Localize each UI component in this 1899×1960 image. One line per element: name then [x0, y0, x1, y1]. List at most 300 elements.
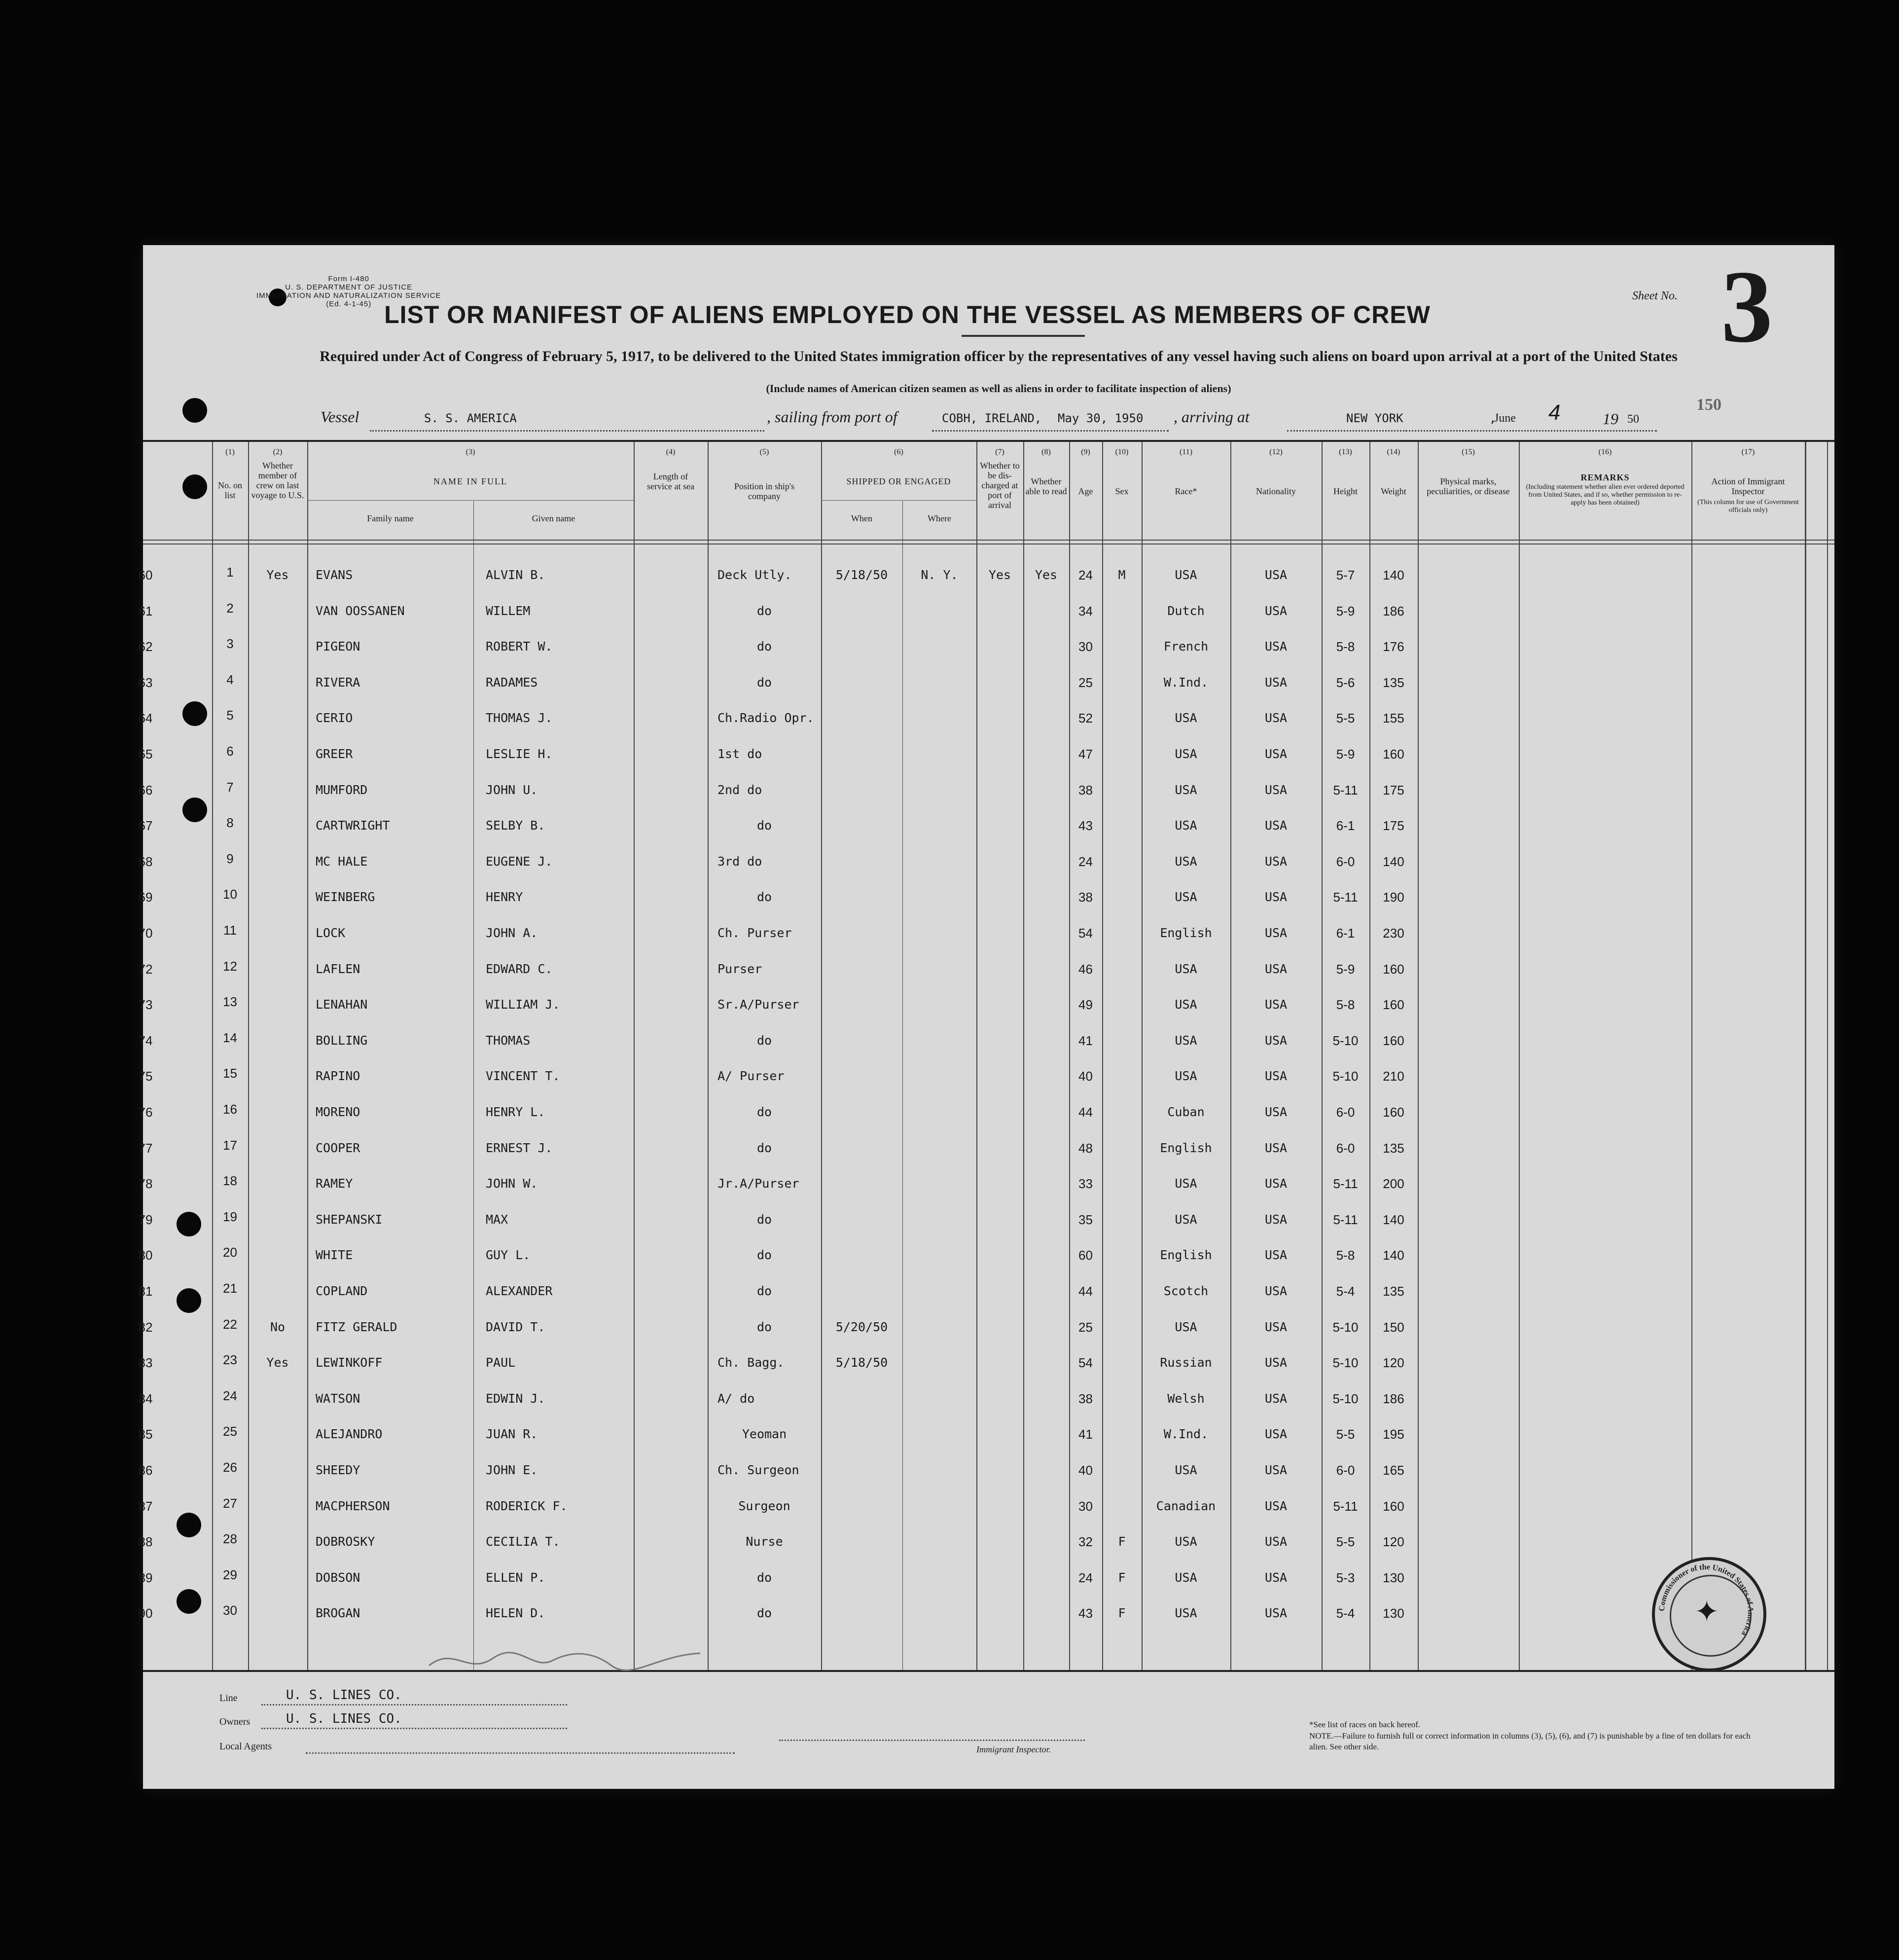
cell-position: do: [756, 1140, 772, 1155]
cell-given: WILLEM: [486, 603, 531, 618]
cell-given: ERNEST J.: [486, 1140, 553, 1155]
cell-family: WEINBERG: [316, 890, 375, 905]
table-row: [138, 1352, 1834, 1391]
col17-note: (This column for use of Government officials only): [1697, 499, 1799, 514]
cell-given: JOHN W.: [486, 1176, 538, 1191]
cell-race: USA: [1175, 1534, 1197, 1549]
cell-height: 6-0: [1336, 854, 1355, 869]
cell-race: Scotch: [1163, 1284, 1209, 1298]
col1-num: (1): [225, 448, 235, 456]
cell-position: do: [756, 890, 772, 905]
cell-race: USA: [1175, 1033, 1197, 1048]
cell-weight: 160: [1383, 997, 1404, 1013]
cell-race: English: [1160, 926, 1212, 940]
col12-num: (12): [1269, 448, 1283, 456]
cell-family: CERIO: [316, 711, 353, 726]
cell-height: 5-11: [1333, 782, 1358, 798]
cell-age: 40: [1078, 1069, 1093, 1084]
cell-age: 33: [1078, 1176, 1093, 1192]
table-row: [138, 672, 1834, 711]
col16-num: (16): [1598, 448, 1612, 456]
cell-race: USA: [1175, 782, 1197, 797]
cell-height: 5-9: [1336, 747, 1355, 762]
cell-age: 25: [1078, 675, 1093, 690]
cell-when: 5/18/50: [835, 1355, 888, 1370]
cell-weight: 186: [1383, 1391, 1404, 1406]
cell-no: 18: [223, 1173, 237, 1189]
cell-margin: 70: [138, 926, 153, 941]
table-row: [138, 815, 1834, 854]
owners-label: Owners: [219, 1716, 251, 1727]
cell-family: MC HALE: [316, 854, 368, 869]
cell-height: 5-10: [1332, 1069, 1359, 1084]
col6-header: SHIPPED OR ENGAGED: [846, 476, 951, 486]
cell-sex: F: [1118, 1606, 1126, 1621]
cell-no: 21: [223, 1281, 237, 1296]
cell-margin: 72: [138, 961, 153, 977]
col11-header: Race*: [1175, 486, 1197, 496]
cell-height: 5-11: [1333, 1176, 1358, 1192]
cell-given: EUGENE J.: [486, 854, 553, 869]
cell-race: Welsh: [1167, 1391, 1205, 1406]
cell-no: 3: [226, 636, 234, 652]
cell-weight: 165: [1383, 1463, 1404, 1478]
col15-header: Physical marks, peculiarities, or disease: [1427, 476, 1510, 496]
col5-header: Position in ship's company: [734, 481, 795, 501]
arrival-month: June: [1494, 412, 1516, 425]
cell-no: 6: [226, 744, 234, 759]
cell-position: do: [756, 1606, 772, 1621]
cell-nationality: USA: [1264, 603, 1288, 618]
cell-margin: 67: [138, 818, 153, 834]
port-dots: [932, 430, 1169, 432]
cell-family: RAMEY: [316, 1176, 353, 1191]
cell-family: WATSON: [316, 1391, 360, 1406]
crew-table: [138, 440, 1834, 1672]
cell-read: Yes: [1035, 568, 1058, 582]
cell-weight: 175: [1383, 782, 1404, 798]
cell-age: 60: [1078, 1248, 1093, 1263]
cell-position: Ch. Purser: [717, 926, 792, 940]
cell-family: FITZ GERALD: [316, 1319, 397, 1334]
cell-family: LENAHAN: [316, 997, 368, 1012]
svg-text:Commissioner of the United Sta: Commissioner of the United States of America: [1657, 1562, 1755, 1637]
cell-given: LESLIE H.: [486, 747, 553, 761]
cell-no: 10: [223, 887, 237, 902]
cell-sex: F: [1118, 1534, 1126, 1549]
table-row: [138, 1173, 1834, 1212]
table-row: [138, 1424, 1834, 1462]
cell-position: 1st do: [717, 747, 762, 761]
table-row: [138, 958, 1834, 997]
cell-position: Jr.A/Purser: [717, 1176, 799, 1191]
cell-margin: 69: [138, 890, 153, 905]
table-row: [138, 1030, 1834, 1069]
cell-age: 41: [1078, 1033, 1093, 1048]
cell-no: 5: [226, 708, 234, 723]
cell-margin: 88: [138, 1534, 153, 1550]
cell-nationality: USA: [1264, 1319, 1288, 1334]
sheet-number: 3: [1721, 250, 1773, 364]
cell-position: Nurse: [746, 1534, 783, 1549]
cell-race: English: [1160, 1248, 1212, 1263]
family-name-header: Family name: [367, 513, 414, 523]
cell-race: USA: [1175, 1319, 1197, 1334]
cell-prev: No: [270, 1319, 286, 1334]
table-row: [138, 1495, 1834, 1534]
cell-given: JUAN R.: [486, 1427, 538, 1442]
subtitle-note: (Include names of American citizen seamen as well as aliens in order to facilitate inspection of aliens): [766, 382, 1231, 395]
cell-family: WHITE: [316, 1248, 353, 1263]
cell-height: 5-8: [1336, 639, 1355, 654]
cell-race: USA: [1175, 1606, 1197, 1621]
cell-weight: 130: [1383, 1570, 1404, 1585]
cell-nationality: USA: [1264, 1248, 1288, 1263]
cell-weight: 175: [1383, 818, 1404, 834]
col2-num: (2): [273, 448, 283, 456]
vessel-label: Vessel: [321, 408, 359, 426]
cell-given: SELBY B.: [486, 818, 545, 833]
cell-position: Purser: [717, 961, 762, 976]
cell-family: EVANS: [316, 568, 353, 582]
cell-position: 3rd do: [717, 854, 762, 869]
table-row: [138, 1603, 1834, 1641]
cell-nationality: USA: [1264, 747, 1288, 761]
cell-race: USA: [1175, 747, 1197, 761]
cell-age: 48: [1078, 1140, 1093, 1156]
cell-no: 2: [226, 600, 234, 616]
cell-nationality: USA: [1264, 1069, 1288, 1084]
cell-margin: 62: [138, 639, 153, 654]
cell-age: 35: [1078, 1212, 1093, 1227]
cell-position: Ch.Radio Opr.: [717, 711, 814, 726]
table-row: [138, 1316, 1834, 1355]
table-row: [138, 1066, 1834, 1104]
official-seal: [1652, 1557, 1766, 1671]
form-service: IMMIGRATION AND NATURALIZATION SERVICE: [256, 291, 441, 300]
cell-margin: 85: [138, 1427, 153, 1442]
cell-height: 5-6: [1336, 675, 1355, 690]
cell-age: 38: [1078, 782, 1093, 798]
vessel-dots: [370, 430, 764, 432]
cell-race: Canadian: [1156, 1498, 1216, 1513]
title-rule: [962, 335, 1085, 337]
arrival-day: 4: [1548, 400, 1561, 425]
cell-position: A/ Purser: [717, 1069, 785, 1084]
cell-height: 5-4: [1336, 1606, 1355, 1621]
cell-no: 30: [223, 1603, 237, 1618]
owners-value: U. S. LINES CO.: [286, 1711, 402, 1726]
cell-age: 44: [1078, 1284, 1093, 1299]
table-row: [138, 1531, 1834, 1570]
cell-age: 32: [1078, 1534, 1093, 1550]
cell-nationality: USA: [1264, 1463, 1288, 1477]
cell-margin: 81: [138, 1284, 153, 1299]
sailing-label: , sailing from port of: [767, 408, 897, 426]
cell-height: 6-0: [1336, 1463, 1355, 1478]
table-row: [138, 1388, 1834, 1427]
cell-no: 29: [223, 1567, 237, 1582]
name-subrule: [307, 500, 634, 501]
cell-weight: 160: [1383, 747, 1404, 762]
cell-weight: 140: [1383, 854, 1404, 869]
shipped-subrule: [821, 500, 976, 501]
cell-given: ALEXANDER: [486, 1284, 553, 1298]
when-header: When: [851, 513, 872, 523]
cell-race: USA: [1175, 818, 1197, 833]
cell-race: USA: [1175, 1463, 1197, 1477]
cell-margin: 83: [138, 1355, 153, 1371]
given-name-header: Given name: [532, 513, 575, 523]
cell-height: 5-11: [1333, 890, 1358, 905]
arrival-year: 50: [1627, 413, 1639, 426]
cell-no: 19: [223, 1209, 237, 1224]
col14-header: Weight: [1381, 486, 1406, 496]
cell-position: Yeoman: [742, 1427, 787, 1442]
cell-given: JOHN A.: [486, 926, 538, 940]
cell-nationality: USA: [1264, 568, 1288, 582]
cell-nationality: USA: [1264, 1033, 1288, 1048]
cell-age: 43: [1078, 1606, 1093, 1621]
cell-margin: 86: [138, 1463, 153, 1478]
cell-given: EDWIN J.: [486, 1391, 545, 1406]
cell-given: RADAMES: [486, 675, 538, 690]
cell-age: 41: [1078, 1427, 1093, 1442]
cell-weight: 176: [1383, 639, 1404, 654]
cell-age: 25: [1078, 1319, 1093, 1335]
cell-given: HENRY L.: [486, 1105, 545, 1119]
cell-no: 12: [223, 958, 237, 974]
cell-no: 1: [226, 565, 234, 580]
cell-nationality: USA: [1264, 1570, 1288, 1585]
col9-num: (9): [1081, 448, 1090, 456]
header-separator: [143, 540, 1834, 544]
cell-family: LOCK: [316, 926, 346, 940]
cell-margin: 80: [138, 1248, 153, 1263]
cell-discharged: Yes: [988, 568, 1011, 582]
col4-num: (4): [666, 448, 676, 456]
cell-no: 13: [223, 994, 237, 1010]
cell-position: Ch. Bagg.: [717, 1355, 785, 1370]
cell-height: 6-0: [1336, 1105, 1355, 1120]
cell-position: 2nd do: [717, 782, 762, 797]
cell-race: USA: [1175, 711, 1197, 726]
cell-no: 20: [223, 1245, 237, 1260]
cell-margin: 84: [138, 1391, 153, 1406]
cell-height: 5-9: [1336, 603, 1355, 618]
cell-height: 5-5: [1336, 1534, 1355, 1550]
cell-weight: 140: [1383, 1248, 1404, 1263]
cell-weight: 160: [1383, 961, 1404, 977]
inspector-dots: [779, 1740, 1085, 1741]
cell-age: 54: [1078, 1355, 1093, 1371]
stamp-number: 150: [1696, 396, 1721, 414]
cell-weight: 130: [1383, 1606, 1404, 1621]
cell-height: 5-11: [1333, 1498, 1358, 1514]
cell-nationality: USA: [1264, 1176, 1288, 1191]
cell-height: 6-0: [1336, 1140, 1355, 1156]
sheet-label: Sheet No.: [1632, 290, 1678, 302]
cell-race: Cuban: [1167, 1105, 1205, 1119]
cell-weight: 195: [1383, 1427, 1404, 1442]
table-row: [138, 600, 1834, 639]
col15-num: (15): [1462, 448, 1475, 456]
cell-age: 44: [1078, 1105, 1093, 1120]
cell-margin: 73: [138, 997, 153, 1013]
cell-no: 9: [226, 851, 234, 866]
cell-nationality: USA: [1264, 1606, 1288, 1621]
cell-given: ROBERT W.: [486, 639, 553, 654]
page-title: LIST OR MANIFEST OF ALIENS EMPLOYED ON THE VESSEL AS MEMBERS OF CREW: [384, 301, 1431, 328]
local-agents-label: Local Agents: [219, 1741, 272, 1752]
table-row: [138, 1102, 1834, 1140]
cell-weight: 135: [1383, 1284, 1404, 1299]
cell-given: ALVIN B.: [486, 568, 545, 582]
races-note: *See list of races on back hereof.: [1309, 1720, 1421, 1729]
cell-age: 47: [1078, 747, 1093, 762]
cell-margin: 60: [138, 568, 153, 582]
cell-given: RODERICK F.: [486, 1498, 568, 1513]
cell-margin: 78: [138, 1176, 153, 1192]
cell-nationality: USA: [1264, 1105, 1288, 1119]
owners-dots: [261, 1728, 567, 1729]
cell-position: do: [756, 1033, 772, 1048]
cell-age: 46: [1078, 961, 1093, 977]
cell-age: 40: [1078, 1463, 1093, 1478]
note-text: —Failure to furnish full or correct information in columns (3), (5), (6), and (7) is punishable by a fine of ten dollars for each alien. See other side.: [1309, 1731, 1751, 1751]
col10-num: (10): [1115, 448, 1129, 456]
cell-race: Russian: [1160, 1355, 1212, 1370]
cell-height: 5-10: [1332, 1319, 1359, 1335]
cell-family: DOBSON: [316, 1570, 360, 1585]
cell-age: 30: [1078, 1498, 1093, 1514]
cell-margin: 61: [138, 603, 153, 618]
cell-weight: 150: [1383, 1319, 1404, 1335]
table-row: [138, 1209, 1834, 1248]
cell-age: 30: [1078, 639, 1093, 654]
cell-given: THOMAS J.: [486, 711, 553, 726]
line-dots: [261, 1704, 567, 1706]
table-row: [138, 744, 1834, 782]
cell-family: PIGEON: [316, 639, 360, 654]
cell-position: do: [756, 1319, 772, 1334]
cell-given: GUY L.: [486, 1248, 531, 1263]
manifest-sheet: [138, 245, 1834, 1789]
cell-position: do: [756, 1212, 772, 1227]
col3-num: (3): [466, 448, 475, 456]
cell-margin: 74: [138, 1033, 153, 1048]
col5-num: (5): [759, 448, 769, 456]
cell-height: 5-7: [1336, 568, 1355, 582]
cell-family: COPLAND: [316, 1284, 368, 1298]
cell-height: 5-10: [1332, 1033, 1359, 1048]
cell-position: do: [756, 1105, 772, 1119]
table-row: [138, 779, 1834, 818]
cell-margin: 76: [138, 1105, 153, 1120]
cell-weight: 190: [1383, 890, 1404, 905]
page-subtitle: Required under Act of Congress of February 5, 1917, to be delivered to the United States immigration officer by the representatives of any vessel having such aliens on board upon arrival at a port of the United States: [320, 348, 1678, 364]
cell-race: USA: [1175, 1212, 1197, 1227]
cell-when: 5/20/50: [835, 1319, 888, 1334]
cell-weight: 160: [1383, 1498, 1404, 1514]
cell-margin: 75: [138, 1069, 153, 1084]
cell-weight: 160: [1383, 1105, 1404, 1120]
cell-nationality: USA: [1264, 1284, 1288, 1298]
cell-nationality: USA: [1264, 1212, 1288, 1227]
col2-header: Whether member of crew on last voyage to U.S.: [251, 461, 304, 500]
cell-family: DOBROSKY: [316, 1534, 375, 1549]
cell-family: ALEJANDRO: [316, 1427, 383, 1442]
cell-nationality: USA: [1264, 1355, 1288, 1370]
cell-nationality: USA: [1264, 675, 1288, 690]
cell-given: WILLIAM J.: [486, 997, 560, 1012]
cell-nationality: USA: [1264, 782, 1288, 797]
table-row: [138, 851, 1834, 890]
vessel-name: S. S. AMERICA: [424, 411, 517, 425]
cell-no: 16: [223, 1102, 237, 1117]
cell-position: do: [756, 1284, 772, 1298]
table-row: [138, 708, 1834, 746]
cell-nationality: USA: [1264, 1391, 1288, 1406]
cell-height: 5-8: [1336, 997, 1355, 1013]
cell-no: 4: [226, 672, 234, 687]
cell-age: 24: [1078, 568, 1093, 582]
cell-age: 38: [1078, 890, 1093, 905]
port-value: COBH, IRELAND,: [942, 411, 1042, 425]
table-row: [138, 565, 1834, 603]
cell-position: Surgeon: [738, 1498, 790, 1513]
col17-num: (17): [1741, 448, 1755, 456]
cell-margin: 66: [138, 782, 153, 798]
punch-hole: [182, 398, 207, 423]
comma: ,: [1489, 411, 1497, 425]
cell-position: do: [756, 1570, 772, 1585]
cell-margin: 63: [138, 675, 153, 690]
cell-given: HELEN D.: [486, 1606, 545, 1621]
table-row: [138, 1460, 1834, 1498]
cell-height: 6-1: [1336, 818, 1355, 834]
table-row: [138, 1281, 1834, 1319]
cell-family: RAPINO: [316, 1069, 360, 1084]
cell-family: COOPER: [316, 1140, 360, 1155]
cell-nationality: USA: [1264, 961, 1288, 976]
line-value: U. S. LINES CO.: [286, 1688, 402, 1703]
col6-num: (6): [894, 448, 903, 456]
cell-weight: 230: [1383, 926, 1404, 941]
cell-height: 5-8: [1336, 1248, 1355, 1263]
col13-num: (13): [1339, 448, 1352, 456]
cell-prev: Yes: [266, 568, 289, 582]
cell-nationality: USA: [1264, 818, 1288, 833]
cell-weight: 155: [1383, 711, 1404, 726]
col12-header: Nationality: [1256, 486, 1296, 496]
cell-margin: 77: [138, 1140, 153, 1156]
cell-no: 26: [223, 1460, 237, 1475]
table-row: [138, 923, 1834, 961]
cell-no: 14: [223, 1030, 237, 1045]
col8-num: (8): [1041, 448, 1051, 456]
col14-num: (14): [1387, 448, 1400, 456]
cell-height: 6-1: [1336, 926, 1355, 941]
cell-given: HENRY: [486, 890, 523, 905]
cell-weight: 210: [1383, 1069, 1404, 1084]
cell-nationality: USA: [1264, 854, 1288, 869]
form-number: Form I-480: [328, 275, 369, 283]
cell-no: 23: [223, 1352, 237, 1368]
cell-age: 54: [1078, 926, 1093, 941]
cell-weight: 120: [1383, 1534, 1404, 1550]
cell-family: BROGAN: [316, 1606, 360, 1621]
